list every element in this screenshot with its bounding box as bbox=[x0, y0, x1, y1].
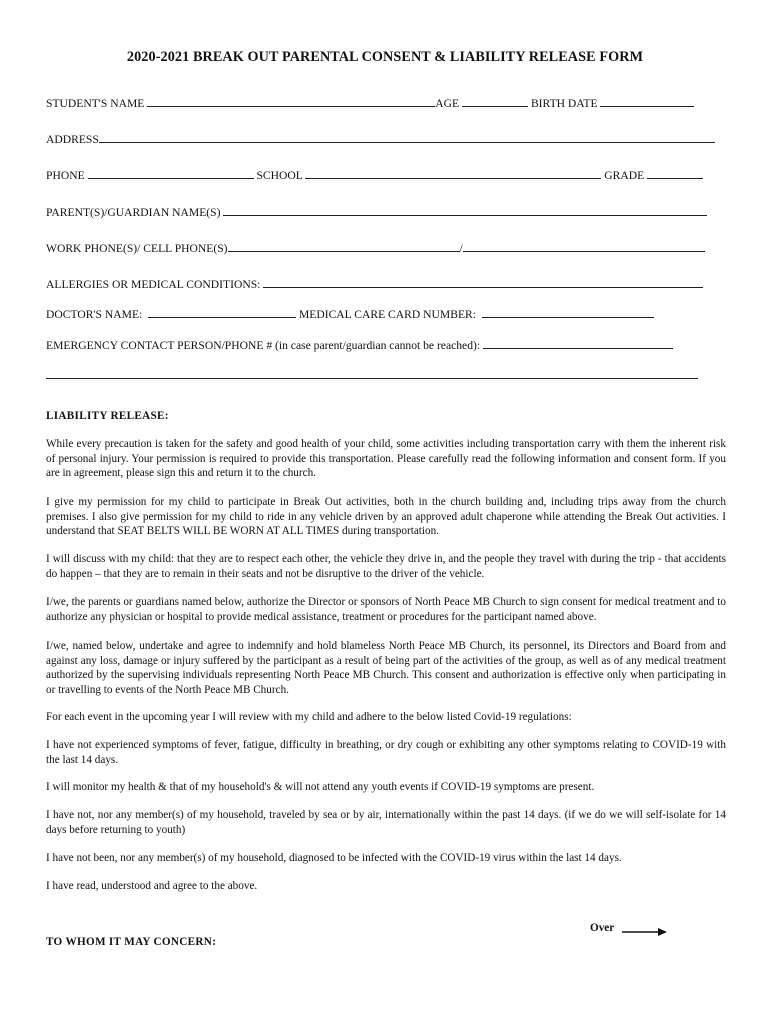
paragraph-medical-consent: I/we, the parents or guardians named below, authorize the Director or sponsors of North Peace MB Church to sign consent for medical treatment and to authorize any physician or hospital to provide medical assistance, treatment or procedures for the participant named above. bbox=[46, 596, 726, 623]
age-field[interactable] bbox=[462, 95, 528, 107]
right-arrow-icon bbox=[622, 926, 668, 938]
paragraph-agree: I have read, understood and agree to the above. bbox=[46, 880, 258, 892]
school-label: SCHOOL bbox=[256, 169, 303, 182]
address-row bbox=[46, 131, 715, 147]
doctor-field[interactable] bbox=[148, 306, 296, 318]
form-title: 2020-2021 BREAK OUT PARENTAL CONSENT & LIABILITY RELEASE FORM bbox=[126, 49, 644, 65]
parent-names-label: PARENT(S)/GUARDIAN NAME(S) bbox=[46, 206, 221, 219]
school-field[interactable] bbox=[305, 167, 601, 179]
paragraph-covid-diagnosed: I have not been, nor any member(s) of my household, diagnosed to be infected with the COVID-19 virus within the last 14 days. bbox=[46, 852, 622, 864]
allergies-label: ALLERGIES OR MEDICAL CONDITIONS: bbox=[46, 278, 261, 291]
paragraph-indemnify: I/we, named below, undertake and agree to indemnify and hold blameless North Peace MB Church, its personnel, its Directors and Board from and against any loss, damage or injury suffered by the participant as a result of being part of the activities of the group, as well as of any medical treatment authorized by the supervising individuals representing North Peace MB Church. This consent and authorization is effective only when participating in or travelling to events of the North Peace MB Church. bbox=[46, 640, 726, 696]
birth-date-field[interactable] bbox=[600, 95, 694, 107]
allergies-field[interactable] bbox=[263, 276, 703, 288]
allergies-row bbox=[46, 276, 703, 292]
closing-heading: TO WHOM IT MAY CONCERN: bbox=[46, 936, 217, 948]
work-cell-phone-row bbox=[46, 240, 705, 256]
grade-field[interactable] bbox=[647, 167, 703, 179]
paragraph-covid-intro: For each event in the upcoming year I will review with my child and adhere to the below listed Covid-19 regulations: bbox=[46, 711, 572, 723]
parent-row bbox=[46, 204, 707, 220]
student-name-label: STUDENT'S NAME bbox=[46, 97, 145, 110]
paragraph-covid-travel: I have not, nor any member(s) of my household, traveled by sea or by air, internationally within the past 14 days. (if we do we will self-isolate for 14 days before returning to youth) bbox=[46, 809, 726, 836]
student-row bbox=[46, 95, 694, 111]
doctor-row bbox=[46, 306, 654, 322]
paragraph-covid-monitor: I will monitor my health & that of my household's & will not attend any youth events if COVID-19 symptoms are present. bbox=[46, 781, 595, 793]
student-name-field[interactable] bbox=[147, 95, 435, 107]
paragraph-discuss: I will discuss with my child: that they are to respect each other, the vehicle they drive in, and the people they travel with during the trip - that accidents do happen – that they are to remain in their seats and not be disruptive to the driver of the vehicle. bbox=[46, 553, 726, 580]
phone-label: PHONE bbox=[46, 169, 85, 182]
phone-row bbox=[46, 167, 703, 183]
medical-card-label: MEDICAL CARE CARD NUMBER: bbox=[298, 308, 476, 321]
age-label: AGE bbox=[435, 97, 460, 110]
work-phone-field[interactable] bbox=[228, 240, 460, 252]
paragraph-covid-symptoms: I have not experienced symptoms of fever, fatigue, difficulty in breathing, or dry cough or exhibiting any other symptoms relating to COVID-19 with the last 14 days. bbox=[46, 739, 726, 766]
address-label: ADDRESS bbox=[46, 133, 99, 146]
medical-card-field[interactable] bbox=[482, 306, 654, 318]
cell-phone-field[interactable] bbox=[463, 240, 705, 252]
paragraph-precaution: While every precaution is taken for the safety and good health of your child, some activities including transportation carry with them the inherent risk of personal injury. Your permission is required to provide this transportation. Please carefully read the following information and consent form. If you are in agreement, please sign this and return it to the church. bbox=[46, 438, 726, 480]
emergency-contact-continuation-field[interactable] bbox=[46, 378, 698, 379]
emergency-contact-field[interactable] bbox=[483, 337, 673, 349]
parent-names-field[interactable] bbox=[223, 204, 707, 216]
emergency-row bbox=[46, 337, 673, 353]
emergency-contact-label: EMERGENCY CONTACT PERSON/PHONE # (in case parent/guardian cannot be reached): bbox=[46, 339, 481, 352]
work-cell-phone-label: WORK PHONE(S)/ CELL PHONE(S) bbox=[46, 242, 228, 255]
phone-field[interactable] bbox=[88, 167, 254, 179]
over-label: Over bbox=[590, 922, 615, 934]
birth-date-label: BIRTH DATE bbox=[530, 97, 598, 110]
doctor-label: DOCTOR'S NAME: bbox=[46, 308, 143, 321]
grade-label: GRADE bbox=[604, 169, 645, 182]
phone-separator: / bbox=[459, 242, 463, 255]
paragraph-permission: I give my permission for my child to participate in Break Out activities, both in the church building and, including trips away from the church premises. I also give permission for my child to ride in any vehicle driven by an approved adult chaperone while attending the Break Out activities. I understand that SEAT BELTS WILL BE WORN AT ALL TIMES during transportation. bbox=[46, 496, 726, 538]
address-field[interactable] bbox=[99, 131, 715, 143]
liability-heading: LIABILITY RELEASE: bbox=[46, 410, 169, 422]
